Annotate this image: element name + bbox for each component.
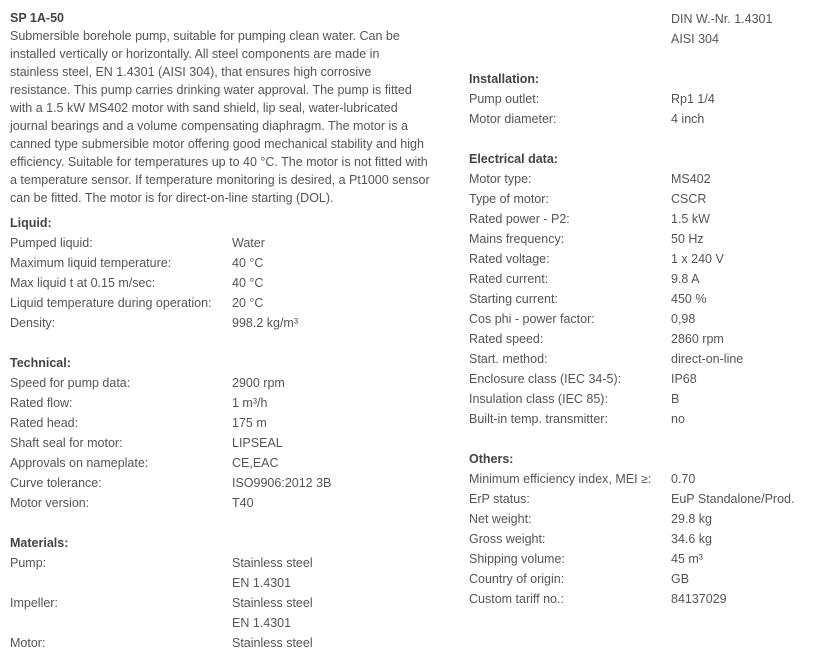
spec-label: Rated head: [10, 416, 79, 430]
spec-row [469, 489, 819, 509]
spec-value: 84137029 [671, 592, 727, 606]
spec-row [10, 433, 450, 453]
spec-row [469, 209, 819, 229]
installation-heading: Installation: [469, 72, 540, 86]
spec-value: 34.6 kg [671, 532, 713, 546]
electrical-heading: Electrical data: [469, 152, 558, 166]
description-line: with a 1.5 kW MS402 motor with sand shield, lip seal, water-lubricated [10, 101, 398, 115]
product-title: SP 1A-50 [10, 11, 64, 25]
motor-material-continuation [469, 9, 819, 49]
spec-value: Stainless steel [232, 636, 313, 650]
spec-label: Motor version: [10, 496, 90, 510]
spec-row [10, 573, 450, 593]
spec-row [10, 493, 450, 513]
spec-row [469, 9, 819, 29]
spec-value: GB [671, 572, 690, 586]
spec-value: Rp1 1/4 [671, 92, 715, 106]
spec-value: MS402 [671, 172, 711, 186]
spec-label: Pump outlet: [469, 92, 540, 106]
spec-label: Pumped liquid: [10, 236, 93, 250]
spec-row [469, 249, 819, 269]
spec-label: Enclosure class (IEC 34-5): [469, 372, 622, 386]
spec-row [469, 89, 819, 109]
spec-row [469, 389, 819, 409]
spec-value: 20 °C [232, 296, 264, 310]
description-line: canned type submersible motor offering good mechanical stability and high [10, 137, 424, 151]
spec-label: Country of origin: [469, 572, 565, 586]
description-line: a temperature sensor. If temperature monitoring is desired, a Pt1000 sensor [10, 173, 430, 187]
spec-label: Start. method: [469, 352, 548, 366]
spec-row [469, 189, 819, 209]
spec-label: Shipping volume: [469, 552, 565, 566]
spec-value: 0,98 [671, 312, 696, 326]
spec-label: Net weight: [469, 512, 532, 526]
left-column [10, 9, 450, 653]
spec-row [469, 329, 819, 349]
spec-label: Rated flow: [10, 396, 73, 410]
technical-heading: Technical: [10, 356, 71, 370]
spec-row [469, 509, 819, 529]
spec-value: 50 Hz [671, 232, 704, 246]
spec-label: Pump: [10, 556, 47, 570]
spec-row [469, 549, 819, 569]
description-line: resistance. This pump carries drinking water approval. The pump is fitted [10, 83, 412, 97]
spec-value: 45 m³ [671, 552, 703, 566]
spec-value: IP68 [671, 372, 697, 386]
product-description [10, 27, 450, 207]
spec-value: CE,EAC [232, 456, 279, 470]
spec-value: B [671, 392, 680, 406]
spec-row [469, 349, 819, 369]
spec-label [469, 9, 671, 29]
spec-label: Rated voltage: [469, 252, 550, 266]
spec-label: Built-in temp. transmitter: [469, 412, 608, 426]
spec-row [10, 233, 450, 253]
spec-row [469, 409, 819, 429]
spec-label: Gross weight: [469, 532, 546, 546]
others-heading: Others: [469, 452, 514, 466]
spec-value: AISI 304 [671, 32, 719, 46]
spec-value: 175 m [232, 416, 267, 430]
spec-row [469, 589, 819, 609]
spec-row [469, 369, 819, 389]
spec-value: CSCR [671, 192, 707, 206]
spec-row [10, 553, 450, 573]
spec-value: 0.70 [671, 472, 696, 486]
spec-label: Maximum liquid temperature: [10, 256, 172, 270]
description-line: stainless steel, EN 1.4301 (AISI 304), that ensures high corrosive [10, 65, 372, 79]
spec-row [469, 289, 819, 309]
spec-label: Rated speed: [469, 332, 544, 346]
description-line: Submersible borehole pump, suitable for pumping clean water. Can be [10, 29, 400, 43]
spec-label [10, 573, 232, 593]
spec-row [10, 633, 450, 653]
spec-value: 450 % [671, 292, 707, 306]
installation-section [469, 89, 819, 129]
spec-value: 4 inch [671, 112, 705, 126]
materials-heading: Materials: [10, 536, 69, 550]
spec-value: 998.2 kg/m³ [232, 316, 299, 330]
spec-value: 2900 rpm [232, 376, 285, 390]
spec-value: 2860 rpm [671, 332, 724, 346]
electrical-section [469, 169, 819, 429]
spec-row [469, 29, 819, 49]
spec-value: T40 [232, 496, 254, 510]
spec-value: Stainless steel [232, 596, 313, 610]
spec-row [10, 293, 450, 313]
spec-label: Insulation class (IEC 85): [469, 392, 608, 406]
spec-label: Impeller: [10, 596, 58, 610]
spec-value: LIPSEAL [232, 436, 283, 450]
spec-row [10, 413, 450, 433]
spec-value: ISO9906:2012 3B [232, 476, 332, 490]
spec-row [469, 569, 819, 589]
right-column [469, 9, 819, 609]
spec-value: 9.8 A [671, 272, 700, 286]
liquid-heading: Liquid: [10, 216, 52, 230]
spec-label: Motor diameter: [469, 112, 557, 126]
spec-label: Cos phi - power factor: [469, 312, 595, 326]
spec-value: 1 m³/h [232, 396, 268, 410]
spec-row [10, 453, 450, 473]
spec-value: EN 1.4301 [232, 576, 292, 590]
spec-row [10, 373, 450, 393]
spec-row [10, 393, 450, 413]
spec-row [469, 309, 819, 329]
spec-value: DIN W.-Nr. 1.4301 [671, 12, 773, 26]
description-line: installed vertically or horizontally. All steel components are made in [10, 47, 380, 61]
spec-value: 40 °C [232, 256, 264, 270]
spec-label [10, 613, 232, 633]
spec-label: Speed for pump data: [10, 376, 131, 390]
spec-label: Starting current: [469, 292, 558, 306]
spec-row [469, 269, 819, 289]
spec-row [10, 313, 450, 333]
spec-value: no [671, 412, 685, 426]
spec-value: direct-on-line [671, 352, 744, 366]
spec-label: Liquid temperature during operation: [10, 296, 212, 310]
spec-label: Max liquid t at 0.15 m/sec: [10, 276, 156, 290]
spec-value: Water [232, 236, 265, 250]
description-line: journal bearings and a volume compensating diaphragm. The motor is a [10, 119, 408, 133]
spec-value: EuP Standalone/Prod. [671, 492, 795, 506]
description-line: can be fitted. The motor is for direct-on-line starting (DOL). [10, 191, 334, 205]
spec-label: Type of motor: [469, 192, 549, 206]
spec-value: 1.5 kW [671, 212, 710, 226]
spec-label: Mains frequency: [469, 232, 565, 246]
spec-label [469, 29, 671, 49]
spec-label: Motor: [10, 636, 46, 650]
spec-label: Custom tariff no.: [469, 592, 564, 606]
spec-value: 29.8 kg [671, 512, 713, 526]
spec-row [10, 613, 450, 633]
spec-row [10, 593, 450, 613]
others-section [469, 469, 819, 609]
spec-row [469, 169, 819, 189]
spec-label: Motor type: [469, 172, 532, 186]
liquid-section [10, 233, 450, 333]
spec-label: Density: [10, 316, 56, 330]
spec-row [469, 109, 819, 129]
spec-value: 1 x 240 V [671, 252, 724, 266]
spec-value: 40 °C [232, 276, 264, 290]
spec-label: Rated power - P2: [469, 212, 570, 226]
spec-label: Shaft seal for motor: [10, 436, 123, 450]
spec-row [469, 229, 819, 249]
spec-row [10, 473, 450, 493]
spec-label: Minimum efficiency index, MEI ≥: [469, 472, 652, 486]
materials-section [10, 553, 450, 653]
spec-value: Stainless steel [232, 556, 313, 570]
spec-label: ErP status: [469, 492, 530, 506]
spec-label: Curve tolerance: [10, 476, 102, 490]
spec-label: Approvals on nameplate: [10, 456, 149, 470]
description-line: efficiency. Suitable for temperatures up to 40 °C. The motor is not fitted with [10, 155, 428, 169]
spec-row [469, 469, 819, 489]
technical-section [10, 373, 450, 513]
spec-row [10, 273, 450, 293]
spec-value: EN 1.4301 [232, 616, 292, 630]
spec-row [469, 529, 819, 549]
spec-row [10, 253, 450, 273]
spec-label: Rated current: [469, 272, 549, 286]
